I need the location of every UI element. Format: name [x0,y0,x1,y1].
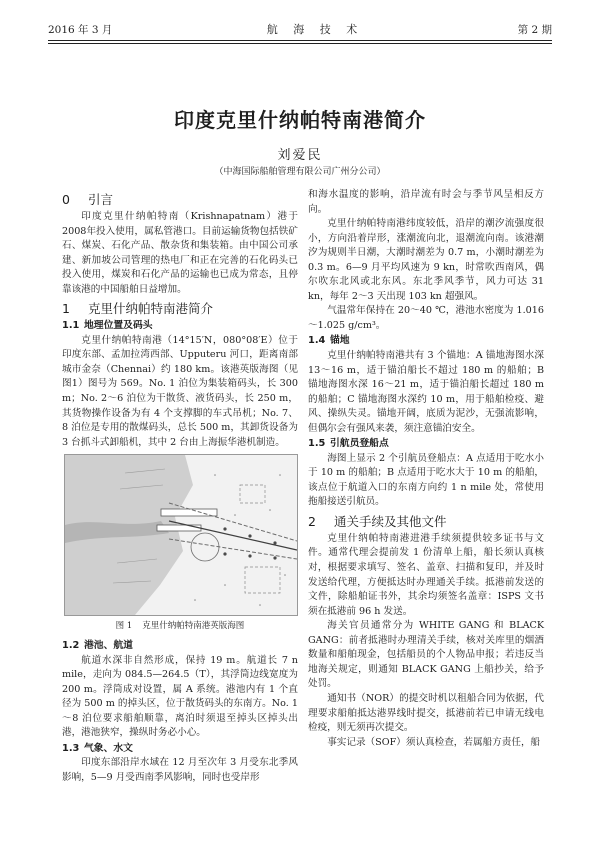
paragraph: 事实记录（SOF）须认真检查，若属船方责任，船 [327,736,541,748]
paragraph-continued: 和海水温度的影响，沿岸流有时会与季节风呈相反方向。 [308,189,544,215]
paragraph: 海图上显示 2 个引航员登船点：A 点适用于吃水小于 10 m 的船舶；B 点适用于吃水大于 10 m 的船舶，该点位于航道入口的东南方向约 1 n mile 处，常使用拖船接送引航员。 [308,452,544,508]
section-heading-2: 2 通关手续及其他文件 [308,513,447,529]
port-chart-figure [64,454,298,616]
coal-berth [157,525,201,531]
header-rule-thin [48,43,552,44]
paragraph: 航道水深非自然形成，保持 19 m。航道长 7 n mile，走向为 084.5—264.5（T），其浮筒边线宽度为 200 m。浮筒成对设置，属 A 系统。港池内有 1 个直径为 500 m 的掉头区，位于散货码头的东南方。No. 1～8 泊位要求船舶顺靠，离泊时须退至掉头区掉头出港，港池狭窄，操纵时务必小心。 [62,654,298,739]
figure-caption: 图 1 克里什纳帕特南港英版海图 [115,621,245,632]
right-column [308,188,544,750]
article-author: 刘爱民 [277,148,323,163]
author-affiliation: （中海国际船舶管理有限公司广州分公司） [214,167,386,177]
subsection-heading-1-2: 1.2 港池、航道 [62,640,133,652]
paragraph: 克里什纳帕特南港（14°15′N，080°08′E）位于印度东部、孟加拉湾西部、Upputeru 河口，距离南部城市金奈（Chennai）约 180 km。该港英版海图（见图1）图号为 569。No. 1 泊位为集装箱码头，长 300 m；No. 2～6 泊位为干散货、液货码头，长 250 m，其货物操作设备为有 4 个支撑脚的车式吊机；No. 7、8 泊位是专用的散煤码头，总长 500 m，其卸货设备为 3 台抓斗式卸船机，其中 2 台由上海振华港机制造。 [62,334,298,448]
paragraph: 印度克里什纳帕特南（Krishnapatnam）港于2008年投入使用，属私管港口。目前运输货物包括铁矿石、煤炭、石化产品、散杂货和集装箱。由中国公司承建、新加坡公司管理的热电厂和正在完善的石化码头已投入使用，煤炭和石化产品的运输也已成为常态，且停靠该港的中国船舶日益增加。 [62,211,298,295]
journal-name: 航 海 技 术 [266,23,364,36]
paragraph: 通知书（NOR）的提交时机以租船合同为依据，代理要求船舶抵达港界线时提交，抵港前若已申请无线电检疫，则无须再次提交。 [308,692,544,734]
section-heading-0: 0 引言 [62,192,114,207]
issue-number: 第 2 期 [517,23,552,36]
subsection-heading-1-3: 1.3 气象、水文 [62,742,133,754]
running-header [48,20,552,38]
issue-date: 2016 年 3 月 [48,23,113,36]
subsection-heading-1-5: 1.5 引航员登船点 [308,438,389,450]
left-column [62,188,298,786]
paragraph: 气温常年保持在 20～40 ℃，港池水密度为 1.016～1.025 g/cm³。 [308,305,544,331]
subsection-heading-1-4: 1.4 锚地 [308,335,350,347]
paragraph: 克里什纳帕特南港进港手续须提供较多证书与文件。通常代理会提前发 1 份清单上船，船长须认真核对，根据要求填写、签名、盖章、扫描和复印，并及时发送给代理，方便抵达时办理通关手续。抵港前发送的文件，除船舶证书外，其余均须签名盖章：ISPS 文书须在抵港前 96 h 发送。 [308,532,544,617]
paragraph: 克里什纳帕特南港纬度较低，沿岸的潮汐流强度很小，方向沿着岸形，涨潮流向北，退潮流向南。该港潮汐为规则半日潮，大潮时潮差为 0.7 m，小潮时潮差为 0.3 m。6—9 月平均风速为 9 kn，时常吹西南风，偶尔吹东北风或北东风。东北季风季节，风力可达 31 kn，每年 2～3 天出现 103 kn 超强风。 [308,218,544,302]
header-rule-thick [48,40,552,41]
article-title: 印度克里什纳帕特南港简介 [174,108,426,132]
paragraph: 印度东部沿岸水域在 12 月至次年 3 月受东北季风影响，5—9 月受西南季风影响，同时也受岸形 [62,757,298,783]
berth-pier [161,509,217,516]
port-chart-image [65,455,297,615]
subsection-heading-1-1: 1.1 地理位置及码头 [62,320,153,332]
section-heading-1: 1 克里什纳帕特南港简介 [62,301,214,317]
paragraph: 克里什纳帕特南港共有 3 个锚地：A 锚地海图水深 13～16 m，适于锚泊船长不超过 180 m 的船舶；B 锚地海图水深 16～21 m，适于锚泊船长超过 180 m 的船舶；C 锚地海图水深约 10 m，用于船舶检疫、避风、操纵失灵。锚地开阔，底质为泥沙，无强流影响，但偶尔会有强风来袭，须注意锚泊安全。 [308,349,544,434]
paragraph: 海关官员通常分为 WHITE GANG 和 BLACK GANG：前者抵港时办理清关手续，核对关库里的烟酒数量和船舶现金，包括船员的个人物品申报；若违反当地海关规定，则通知 BLACK GANG 上船抄关，给予处罚。 [308,620,544,690]
